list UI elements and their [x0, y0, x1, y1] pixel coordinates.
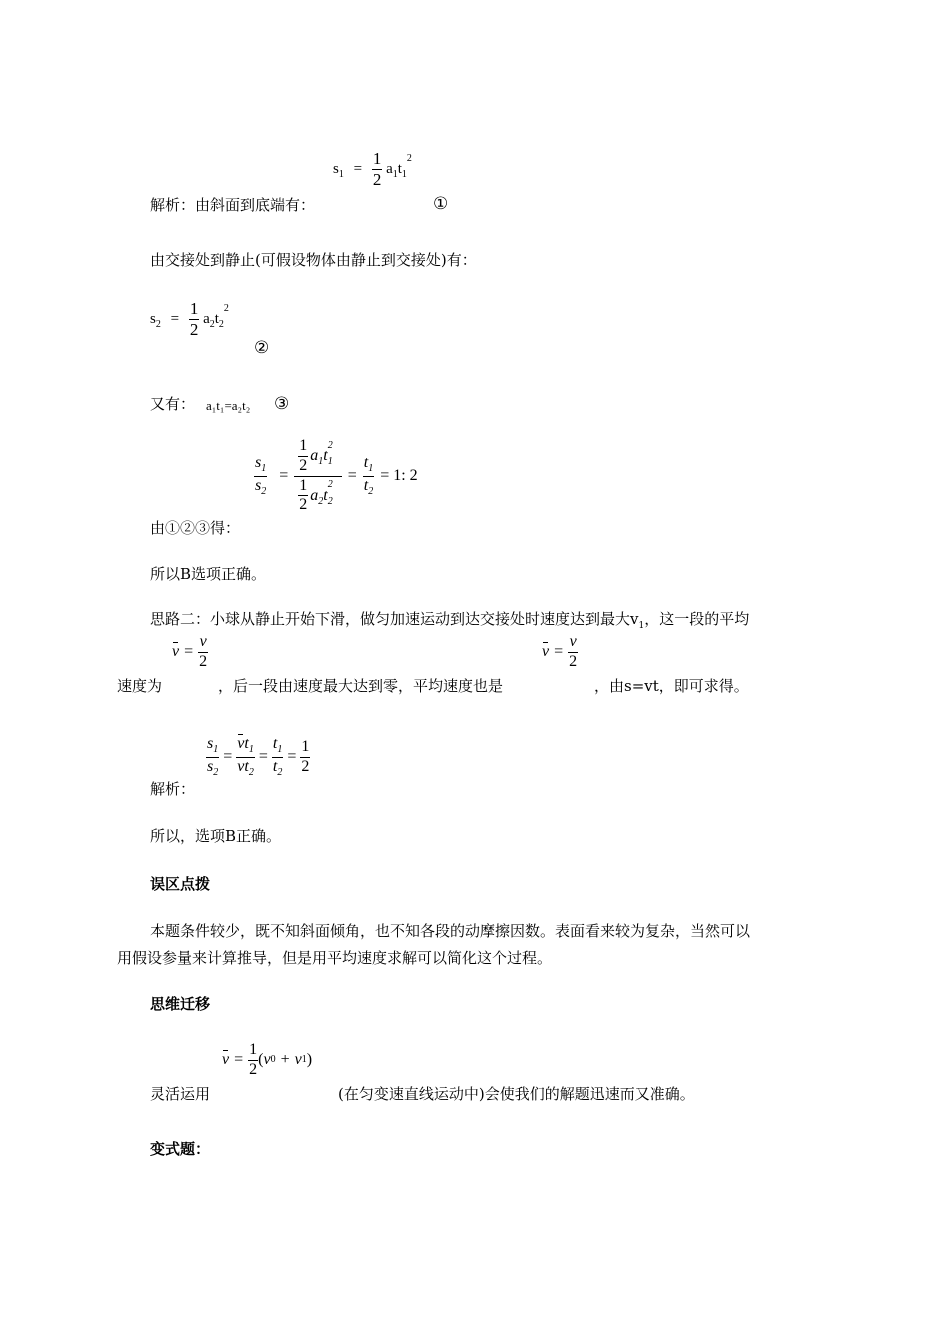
- equation-s1: $s_1$ = $\frac{1}{2}$ $a_1t_1^2$: [333, 149, 412, 189]
- mistake-paragraph-line1: 本题条件较少，既不知斜面倾角，也不知各段的动摩擦因数。表面看来较为复杂，当然可以: [150, 922, 751, 940]
- analysis1-label: 解析：由斜面到底端有：: [150, 196, 316, 214]
- idea2-p3: ，由s=vt，即可求得。: [594, 677, 749, 695]
- conclusion-b-correct: 所以B选项正确。: [150, 565, 267, 583]
- heading-variant-question: 变式题：: [150, 1140, 211, 1158]
- transfer-suffix: (在匀变速直线运动中)会使我们的解题迅速而又准确。: [338, 1085, 695, 1103]
- equation-ratio: $\frac{s_1}{s_2}$ = $\frac{1}{2}$ $a_1t_1^2$ $\frac{1}{2}$ $a_2t_2^2$ = $\frac{t_1}{t_2}$ = 1: 2: [255, 437, 418, 514]
- equation-a1t1-a2t2: a₁t₁=a₂t₂: [206, 398, 251, 413]
- vbar-formula-2: v = $\frac{v}{2}$: [542, 633, 578, 670]
- from-junction-text: 由交接处到静止(可假设物体由静止到交接处)有：: [150, 251, 477, 269]
- idea2-p1: 速度为: [117, 677, 163, 695]
- equation-analysis2: $\frac{s_1}{s_2}$ = $\frac{vt_1}{vt_2}$ = $\frac{t_1}{t_2}$ = $\frac{1}{2}$: [207, 735, 310, 778]
- heading-mistake-hints: 误区点拨: [150, 875, 211, 893]
- idea2-line1: 思路二：小球从静止开始下滑，做匀加速运动到达交接处时速度达到最大$v_1$，这一段的平均: [150, 610, 750, 631]
- equation-s2: $s_2$ = $\frac{1}{2}$ $a_2t_2^2$: [150, 299, 229, 339]
- also-label: 又有：: [150, 395, 196, 413]
- vbar-formula-1: v = $\frac{v}{2}$: [172, 633, 208, 670]
- marker-2: ②: [254, 338, 270, 358]
- heading-thinking-transfer: 思维迁移: [150, 995, 211, 1013]
- marker-1: ①: [433, 194, 449, 214]
- transfer-prefix: 灵活运用: [150, 1085, 211, 1103]
- marker-3: ③: [274, 394, 290, 414]
- idea2-p2: ，后一段由速度最大达到零，平均速度也是: [218, 677, 504, 695]
- analysis2-label: 解析：: [150, 780, 196, 798]
- average-velocity-formula: v = $\frac{1}{2}$ ( v 0 + v 1 ): [222, 1041, 313, 1078]
- conclusion-option-b: 所以，选项B正确。: [150, 827, 282, 845]
- ratio-label: 由①②③得：: [150, 519, 241, 537]
- mistake-paragraph-line2: 用假设参量来计算推导，但是用平均速度求解可以简化这个过程。: [117, 949, 553, 967]
